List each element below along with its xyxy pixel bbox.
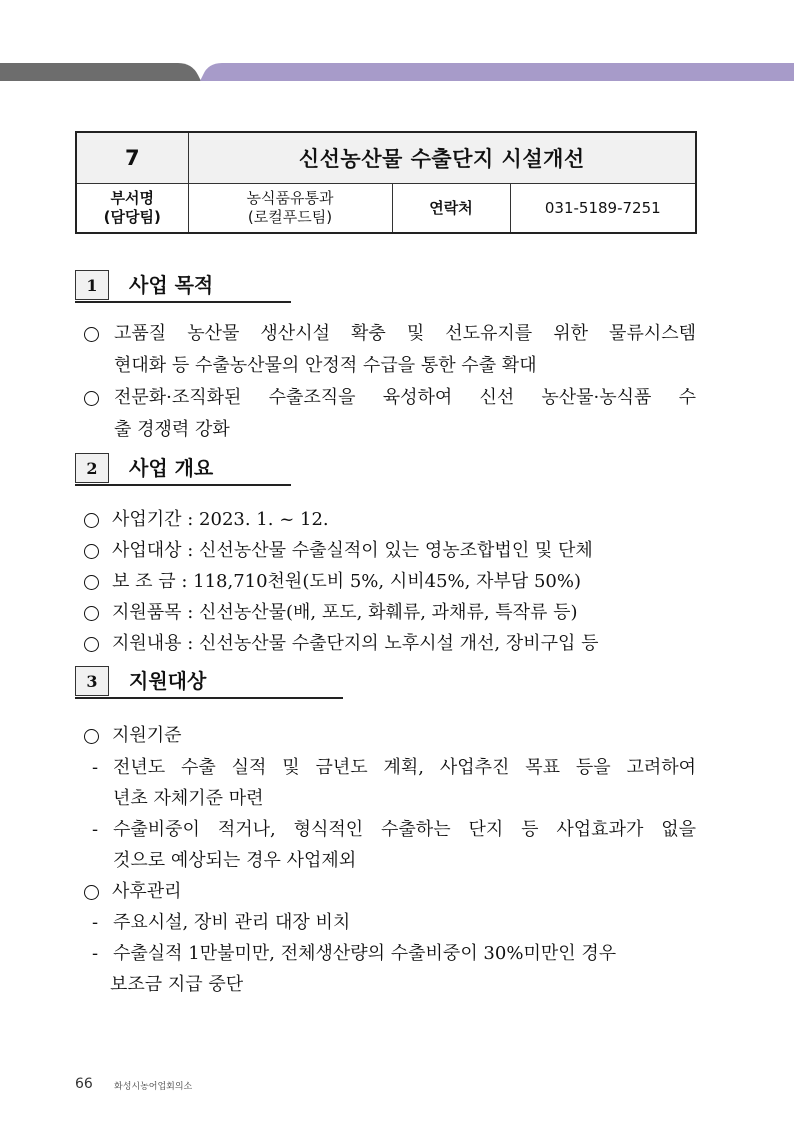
contact-label: 연락처 — [392, 184, 510, 234]
after-2-line-2: 보조금 지급 중단 — [110, 974, 244, 995]
purpose-item-2-line-2: 출 경쟁력 강화 — [114, 419, 230, 440]
criteria-2-line-2: 것으로 예상되는 경우 사업제외 — [113, 850, 357, 871]
overview-subsidy: 보 조 금 : 118,710천원(도비 5%, 시비45%, 자부담 50%) — [112, 571, 581, 592]
after-management-title: 사후관리 — [112, 881, 182, 902]
ribbon-purple-band — [200, 63, 794, 81]
bullet-circle-icon — [84, 391, 99, 406]
overview-target: 사업대상 : 신선농산물 수출실적이 있는 영농조합법인 및 단체 — [112, 540, 593, 561]
purpose-item-1-line-2: 현대화 등 수출농산물의 안정적 수급을 통한 수출 확대 — [114, 355, 537, 376]
bullet-circle-icon — [84, 544, 99, 559]
department-value — [188, 184, 392, 234]
criteria-1-line-2: 년초 자체기준 마련 — [113, 788, 264, 809]
contact-value: 031-5189-7251 — [510, 184, 696, 234]
section-title: 지원대상 — [129, 669, 207, 693]
purpose-item-1-line-1: 고품질 농산물 생산시설 확충 및 선도유지를 위한 물류시스템 — [114, 323, 696, 344]
header-ribbon — [0, 55, 794, 85]
criteria-2-line-1: 수출비중이 적거나, 형식적인 수출하는 단지 등 사업효과가 없을 — [113, 819, 696, 840]
overview-content: 지원내용 : 신선농산물 수출단지의 노후시설 개선, 장비구입 등 — [112, 633, 599, 654]
footer-organization: 화성시농어업회의소 — [114, 1082, 193, 1092]
bullet-circle-icon — [84, 729, 99, 744]
dash-bullet: - — [92, 757, 99, 778]
section-underline — [75, 484, 291, 486]
department-label-line2: (담당팀) — [103, 208, 161, 226]
bullet-circle-icon — [84, 606, 99, 621]
overview-items: 지원품목 : 신선농산물(배, 포도, 화훼류, 과채류, 특작류 등) — [112, 602, 578, 623]
section-number: 1 — [75, 270, 109, 300]
department-line2: (로컬푸드팀) — [247, 208, 333, 226]
section-number: 2 — [75, 453, 109, 483]
project-title: 신선농산물 수출단지 시설개선 — [188, 132, 696, 184]
bullet-circle-icon — [84, 637, 99, 652]
purpose-item-2-line-1: 전문화·조직화된 수출조직을 육성하여 신선 농산물·농식품 수 — [114, 387, 696, 408]
bullet-circle-icon — [84, 575, 99, 590]
section-title: 사업 목적 — [129, 273, 214, 297]
section-underline — [75, 301, 291, 303]
page-number: 66 — [75, 1076, 93, 1092]
criteria-title: 지원기준 — [112, 725, 182, 746]
dash-bullet: - — [92, 819, 99, 840]
section-underline — [75, 697, 343, 699]
overview-period: 사업기간 : 2023. 1. ~ 12. — [112, 509, 329, 530]
department-label-line1: 부서명 — [110, 189, 154, 207]
bullet-circle-icon — [84, 513, 99, 528]
department-label — [76, 184, 188, 234]
after-1: 주요시설, 장비 관리 대장 비치 — [113, 912, 351, 933]
bullet-circle-icon — [84, 327, 99, 342]
after-2-line-1: 수출실적 1만불미만, 전체생산량의 수출비중이 30%미만인 경우 — [113, 943, 617, 964]
ribbon-dark-band — [0, 63, 201, 81]
department-line1: 농식품유통과 — [246, 189, 334, 207]
section-support-header — [75, 666, 345, 696]
section-overview-header — [75, 453, 295, 483]
section-number: 3 — [75, 666, 109, 696]
project-header-table — [75, 131, 697, 234]
bullet-circle-icon — [84, 885, 99, 900]
dash-bullet: - — [92, 943, 99, 964]
criteria-1-line-1: 전년도 수출 실적 및 금년도 계획, 사업추진 목표 등을 고려하여 — [113, 757, 696, 778]
dash-bullet: - — [92, 912, 99, 933]
project-number: 7 — [76, 132, 188, 184]
section-purpose-header — [75, 270, 295, 300]
section-title: 사업 개요 — [129, 456, 214, 480]
